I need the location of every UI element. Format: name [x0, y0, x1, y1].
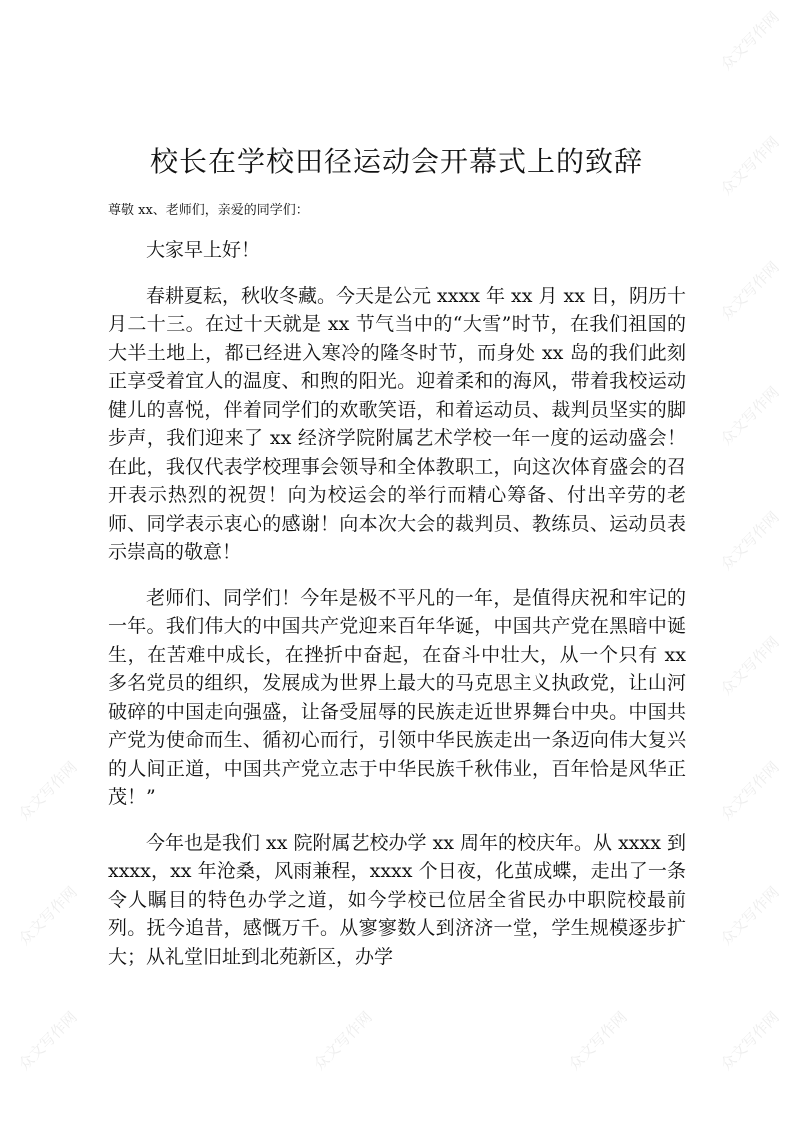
watermark: 众文写作网 — [716, 1007, 783, 1074]
watermark: 众文写作网 — [716, 382, 783, 449]
watermark: 众文写作网 — [716, 507, 783, 574]
paragraph: 春耕夏耘，秋收冬藏。今天是公元 xxxx 年 xx 月 xx 日，阴历十月二十三。在过十天就是 xx 节气当中的“大雪”时节，在我们祖国的大半土地上，都已经进入寒冷的隆冬时节，而身处 xx 岛的我们此刻正享受着宜人的温度、和煦的阳光。迎着柔和的海风，带着我校运动健儿的喜悦，伴着同学们的欢歌笑语，和着运动员、裁判员坚实的脚步声，我们迎来了 xx 经济学院附属艺术学校一年一度的运动盛会！在此，我仅代表学校理事会领导和全体教职工，向这次体育盛会的召开表示热烈的祝贺！向为校运会的举行而精心筹备、付出辛劳的老师、同学表示衷心的感谢！向本次大会的裁判员、教练员、运动员表示崇高的敬意！ — [108, 284, 686, 563]
watermark: 众文写作网 — [14, 882, 81, 949]
watermark: 众文写作网 — [716, 882, 783, 949]
watermark: 众文写作网 — [716, 257, 783, 324]
paragraph: 大家早上好！ — [146, 239, 261, 261]
watermark: 众文写作网 — [716, 632, 783, 699]
watermark: 众文写作网 — [14, 1007, 81, 1074]
watermark: 众文写作网 — [716, 7, 783, 74]
watermark: 众文写作网 — [716, 132, 783, 199]
document-body — [108, 236, 686, 988]
salutation: 尊敬 xx、老师们，亲爱的同学们： — [108, 203, 309, 218]
page-title: 校长在学校田径运动会开幕式上的致辞 — [149, 145, 643, 178]
paragraph: 老师们、同学们！今年是极不平凡的一年，是值得庆祝和牢记的一年。我们伟大的中国共产党迎来百年华诞，中国共产党在黑暗中诞生，在苦难中成长，在挫折中奋起，在奋斗中壮大，从一个只有 xx 多名党员的组织，发展成为世界上最大的马克思主义执政党，让山河破碎的中国走向强盛，让备受屈辱的民族走近世界舞台中央。中国共产党为使命而生、循初心而行，引领中华民族走出一条迈向伟大复兴的人间正道，中国共产党立志于中华民族千秋伟业，百年恰是风华正茂！” — [108, 586, 686, 808]
watermark: 众文写作网 — [14, 757, 81, 824]
paragraph: 今年也是我们 xx 院附属艺校办学 xx 周年的校庆年。从 xxxx 到 xxxx，xx 年沧桑，风雨兼程，xxxx 个日夜，化茧成蝶，走出了一条令人瞩目的特色办学之道，如今学校已位居全省民办中职院校最前列。抚今追昔，感慨万千。从寥寥数人到济济一堂，学生规模逐步扩大；从礼堂旧址到北苑新区，办学 — [108, 831, 686, 968]
watermark: 众文写作网 — [564, 1007, 631, 1074]
watermark: 众文写作网 — [309, 1007, 376, 1074]
watermark: 众文写作网 — [716, 757, 783, 824]
